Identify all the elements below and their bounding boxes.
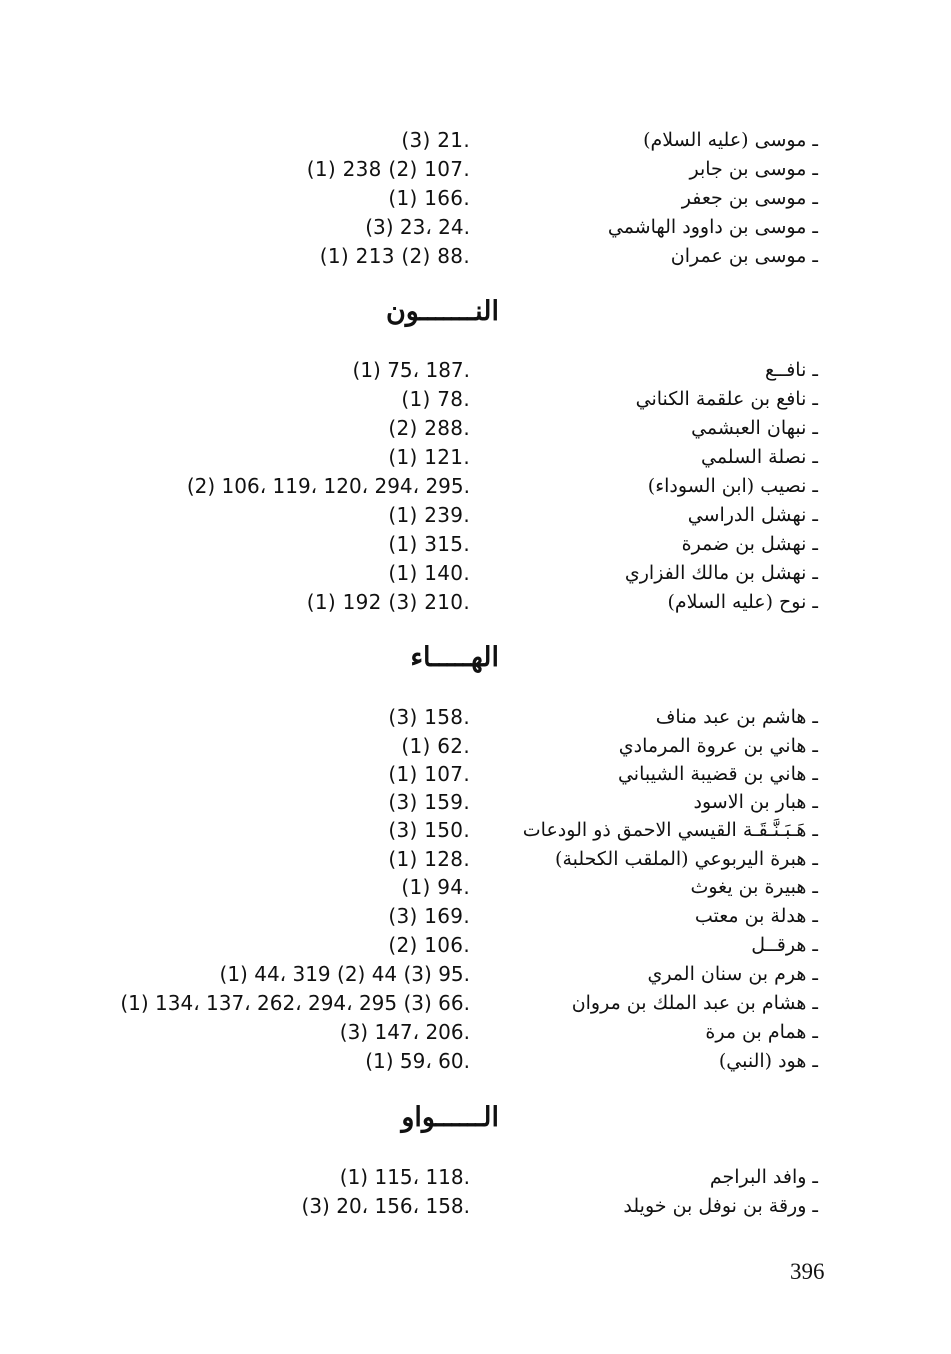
entry-name: ـ موسى بن جعفر xyxy=(681,187,818,209)
entry-refs: (1) 239. xyxy=(388,503,470,527)
index-entry xyxy=(0,126,951,155)
entry-name: ـ هاني بن عروة المرمادي xyxy=(618,735,818,757)
index-entry xyxy=(0,1047,951,1076)
index-entry xyxy=(0,873,951,902)
index-entry xyxy=(0,385,951,414)
index-entry xyxy=(0,213,951,242)
entry-refs: (3) 20، 156، 158. xyxy=(301,1194,470,1218)
index-entry xyxy=(0,816,951,845)
entry-name: ـ هبرة اليربوعي (الملقب الكحلبة) xyxy=(555,848,818,870)
entry-name: ـ هود (النبي) xyxy=(718,1050,818,1072)
index-entry xyxy=(0,1018,951,1047)
section-heading-haa: الهـــــاء xyxy=(410,642,499,673)
entry-name: ـ نافــع xyxy=(764,359,818,381)
section-heading-waw: الــــــواو xyxy=(401,1102,499,1133)
index-entry xyxy=(0,588,951,617)
entry-name: ـ موسى (عليه السلام) xyxy=(643,129,818,151)
entry-name: ـ هدلة بن معتب xyxy=(694,905,818,927)
index-entry xyxy=(0,845,951,874)
entry-name: ـ هاشم بن عبد مناف xyxy=(655,706,818,728)
entry-name: ـ هرم بن سنان المري xyxy=(647,963,818,985)
entry-refs: (2) 106، 119، 120، 294، 295. xyxy=(186,474,470,498)
entry-refs: (1) 213 (2) 88. xyxy=(319,244,470,268)
entry-refs: (1) 62. xyxy=(401,734,470,758)
entry-refs: (1) 94. xyxy=(401,875,470,899)
entry-refs: (1) 166. xyxy=(388,186,470,210)
entry-name: ـ هبار بن الاسود xyxy=(693,791,818,813)
index-entry xyxy=(0,931,951,960)
entry-refs: (1) 78. xyxy=(401,387,470,411)
entry-refs: (1) 315. xyxy=(388,532,470,556)
index-entry xyxy=(0,1192,951,1221)
entry-name: ـ موسى بن جابر xyxy=(689,158,818,180)
index-entry xyxy=(0,559,951,588)
entry-refs: (1) 44، 319 (2) 44 (3) 95. xyxy=(219,962,470,986)
entry-refs: (1) 59، 60. xyxy=(365,1049,470,1073)
index-entry xyxy=(0,356,951,385)
index-entry xyxy=(0,960,951,989)
index-entry xyxy=(0,732,951,761)
entry-name: ـ هشام بن عبد الملك بن مروان xyxy=(571,992,818,1014)
entry-refs: (3) 159. xyxy=(388,790,470,814)
entry-name: ـ هبيرة بن يغوث xyxy=(690,876,818,898)
entry-refs: (3) 158. xyxy=(388,705,470,729)
index-entry xyxy=(0,703,951,732)
entry-name: ـ موسى بن عمران xyxy=(670,245,818,267)
index-entry xyxy=(0,155,951,184)
index-entry xyxy=(0,1163,951,1192)
entry-refs: (3) 21. xyxy=(401,128,470,152)
entry-refs: (1) 140. xyxy=(388,561,470,585)
entry-name: ـ ورقة بن نوفل بن خويلد xyxy=(623,1195,818,1217)
entry-refs: (1) 238 (2) 107. xyxy=(306,157,470,181)
index-entry xyxy=(0,902,951,931)
index-entry xyxy=(0,443,951,472)
index-entry xyxy=(0,989,951,1018)
entry-name: ـ نبهان العبشمي xyxy=(691,417,818,439)
entry-refs: (3) 147، 206. xyxy=(339,1020,470,1044)
entry-name: ـ هاني بن قضيبة الشيباني xyxy=(617,763,818,785)
entry-refs: (2) 106. xyxy=(388,933,470,957)
index-entry xyxy=(0,760,951,789)
index-entry xyxy=(0,530,951,559)
entry-refs: (1) 128. xyxy=(388,847,470,871)
entry-name: ـ نهشل بن ضمرة xyxy=(681,533,818,555)
entry-name: ـ نهشل الدراسي xyxy=(687,504,818,526)
index-entry xyxy=(0,414,951,443)
entry-name: ـ هَـبَـنَّـقَـة القيسي الاحمق ذو الودعات xyxy=(522,819,818,841)
entry-refs: (3) 23، 24. xyxy=(365,215,470,239)
index-entry xyxy=(0,472,951,501)
entry-name: ـ نصلة السلمي xyxy=(700,446,818,468)
entry-refs: (1) 134، 137، 262، 294، 295 (3) 66. xyxy=(120,991,470,1015)
index-entry xyxy=(0,184,951,213)
section-heading-noon: النـــــــون xyxy=(385,296,499,327)
entry-name: ـ نهشل بن مالك الفزاري xyxy=(624,562,818,584)
entry-refs: (1) 107. xyxy=(388,762,470,786)
index-entry xyxy=(0,501,951,530)
entry-name: ـ نصيب (ابن السوداء) xyxy=(647,475,818,497)
entry-name: ـ وافد البراجم xyxy=(709,1166,818,1188)
entry-name: ـ هرقــل xyxy=(751,934,818,956)
entry-name: ـ موسى بن داوود الهاشمي xyxy=(607,216,818,238)
entry-refs: (1) 121. xyxy=(388,445,470,469)
entry-name: ـ نوح (عليه السلام) xyxy=(667,591,818,613)
entry-refs: (2) 288. xyxy=(388,416,470,440)
index-entry xyxy=(0,788,951,817)
page-number: 396 xyxy=(790,1259,825,1284)
entry-refs: (1) 192 (3) 210. xyxy=(306,590,470,614)
entry-name: ـ نافع بن علقمة الكناني xyxy=(635,388,818,410)
entry-refs: (1) 75، 187. xyxy=(352,358,470,382)
entry-refs: (3) 169. xyxy=(388,904,470,928)
entry-refs: (3) 150. xyxy=(388,818,470,842)
index-entry xyxy=(0,242,951,271)
entry-name: ـ همام بن مرة xyxy=(705,1021,818,1043)
entry-refs: (1) 115، 118. xyxy=(339,1165,470,1189)
